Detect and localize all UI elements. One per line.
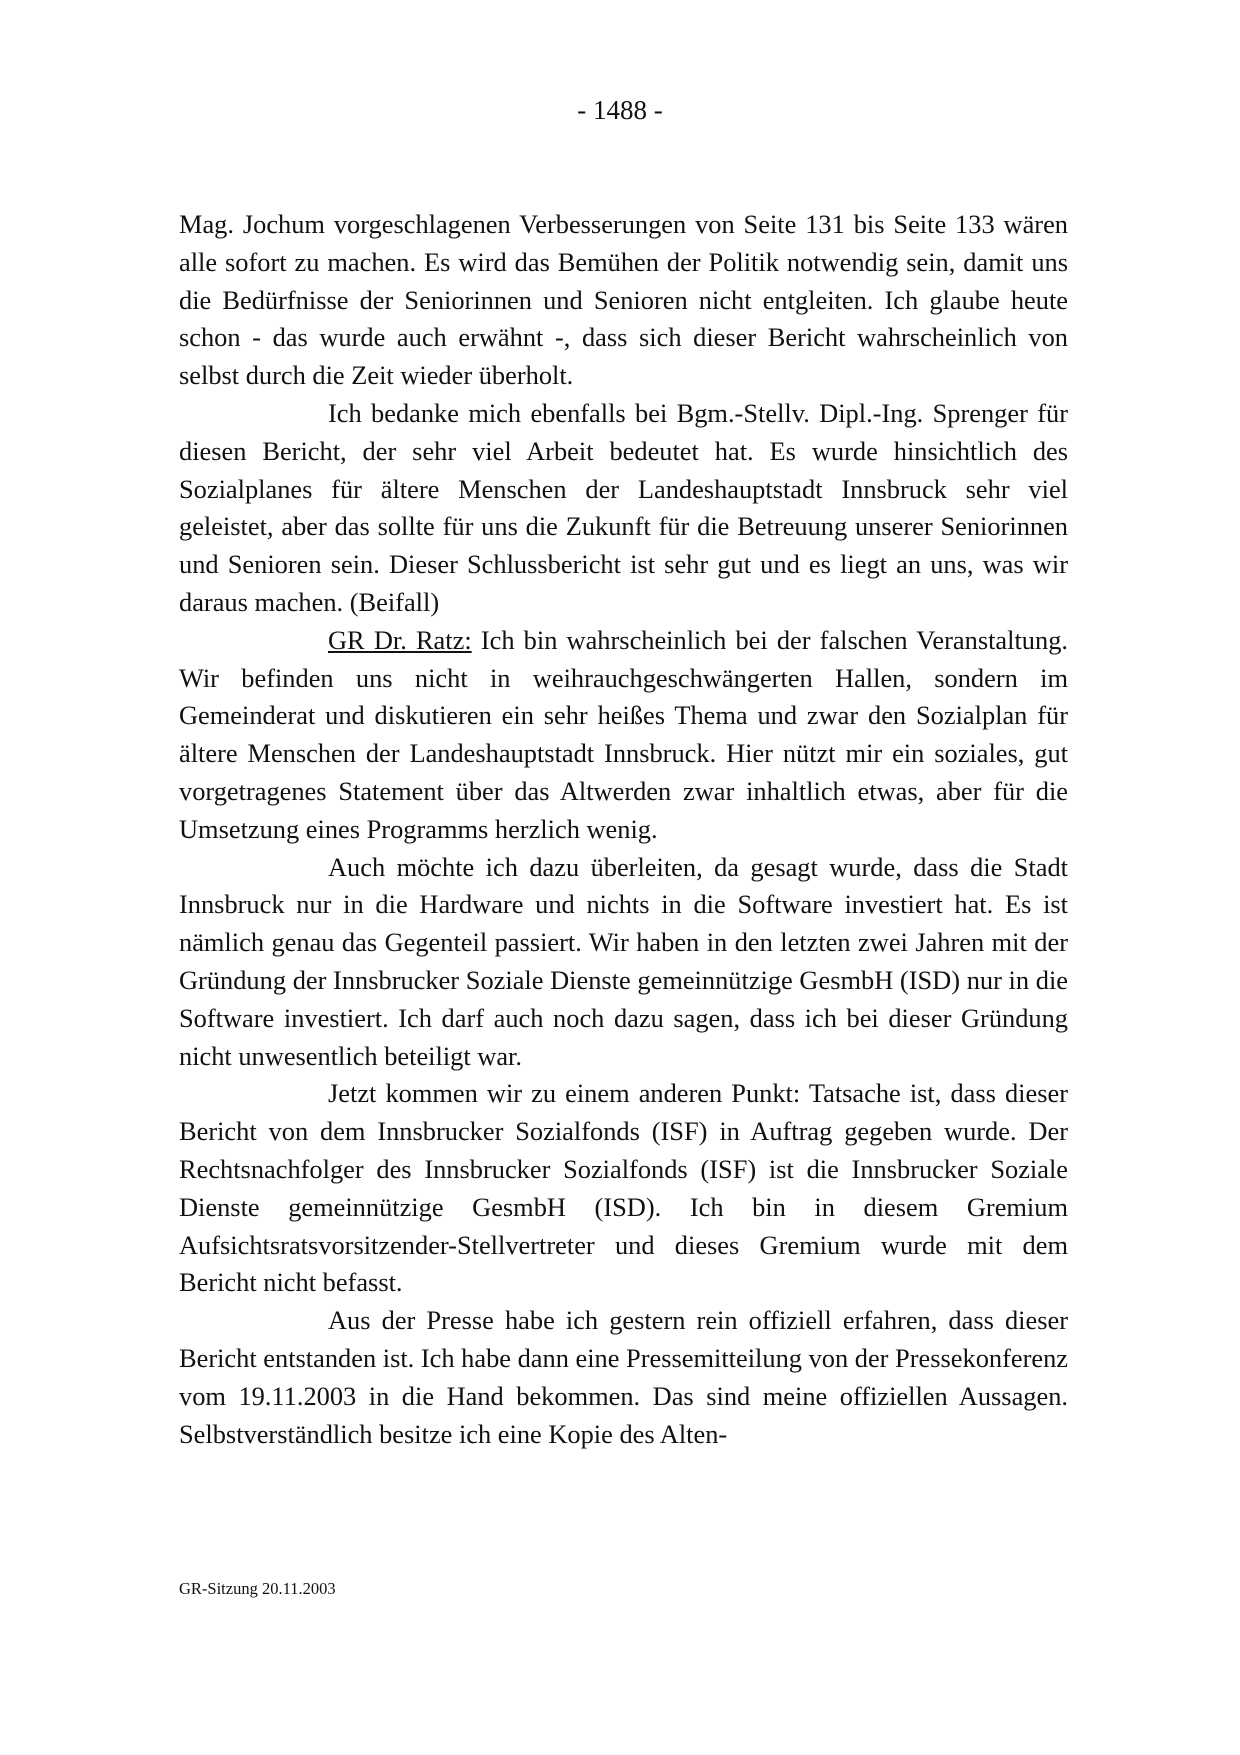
paragraph-3-text: Ich bin wahrscheinlich bei der falschen Veranstaltung. Wir befinden uns nicht in weihrauchgeschwängerten Hallen, sondern im Gemeinderat und diskutieren ein sehr heißes Thema und zwar den Sozialplan für ältere Menschen der Landeshauptstadt Innsbruck. Hier nützt mir ein soziales, gut vorgetragenes Statement über das Altwerden zwar inhaltlich etwas, aber für die Umsetzung eines Programms herzlich wenig.: [179, 624, 1068, 844]
page-number: - 1488 -: [577, 95, 663, 125]
footer-session-date: GR-Sitzung 20.11.2003: [179, 1579, 336, 1598]
paragraph-1: Mag. Jochum vorgeschlagenen Verbesserungen von Seite 131 bis Seite 133 wären alle sofort zu machen. Es wird das Bemühen der Politik notwendig sein, damit uns die Bedürfnisse der Seniorinnen und Senioren nicht entgleiten. Ich glaube heute schon - das wurde auch erwähnt -, dass sich dieser Bericht wahrscheinlich von selbst durch die Zeit wieder überholt.: [179, 209, 1068, 391]
paragraph-6: Aus der Presse habe ich gestern rein offiziell erfahren, dass dieser Bericht entstanden ist. Ich habe dann eine Pressemitteilung von der Pressekonferenz vom 19.11.2003 in die Hand bekommen. Das sind meine offiziellen Aussagen. Selbstverständlich besitze ich eine Kopie des Alten-: [179, 1305, 1068, 1449]
paragraph-3: [179, 622, 1068, 849]
speaker-name: GR Dr. Ratz:: [328, 624, 472, 655]
paragraph-4: Auch möchte ich dazu überleiten, da gesagt wurde, dass die Stadt Innsbruck nur in die Hardware und nichts in die Software investiert hat. Es ist nämlich genau das Gegenteil passiert. Wir haben in den letzten zwei Jahren mit der Gründung der Innsbrucker Soziale Dienste gemeinnützige GesmbH (ISD) nur in die Software investiert. Ich darf auch noch dazu sagen, dass ich bei dieser Gründung nicht unwesentlich beteiligt war.: [179, 851, 1068, 1071]
paragraph-2: Ich bedanke mich ebenfalls bei Bgm.-Stellv. Dipl.-Ing. Sprenger für diesen Bericht, der sehr viel Arbeit bedeutet hat. Es wurde hinsichtlich des Sozialplanes für ältere Menschen der Landeshauptstadt Innsbruck sehr viel geleistet, aber das sollte für uns die Zukunft für die Betreuung unserer Seniorinnen und Senioren sein. Dieser Schlussbericht ist sehr gut und es liegt an uns, was wir daraus machen. (Beifall): [179, 397, 1068, 617]
document-body: [179, 206, 1068, 1453]
paragraph-5: Jetzt kommen wir zu einem anderen Punkt: Tatsache ist, dass dieser Bericht von dem Innsbrucker Sozialfonds (ISF) in Auftrag gegeben wurde. Der Rechtsnachfolger des Innsbrucker Sozialfonds (ISF) ist die Innsbrucker Soziale Dienste gemeinnützige GesmbH (ISD). Ich bin in diesem Gremium Aufsichtsratsvorsitzender-Stellvertreter und dieses Gremium wurde mit dem Bericht nicht befasst.: [179, 1078, 1068, 1298]
